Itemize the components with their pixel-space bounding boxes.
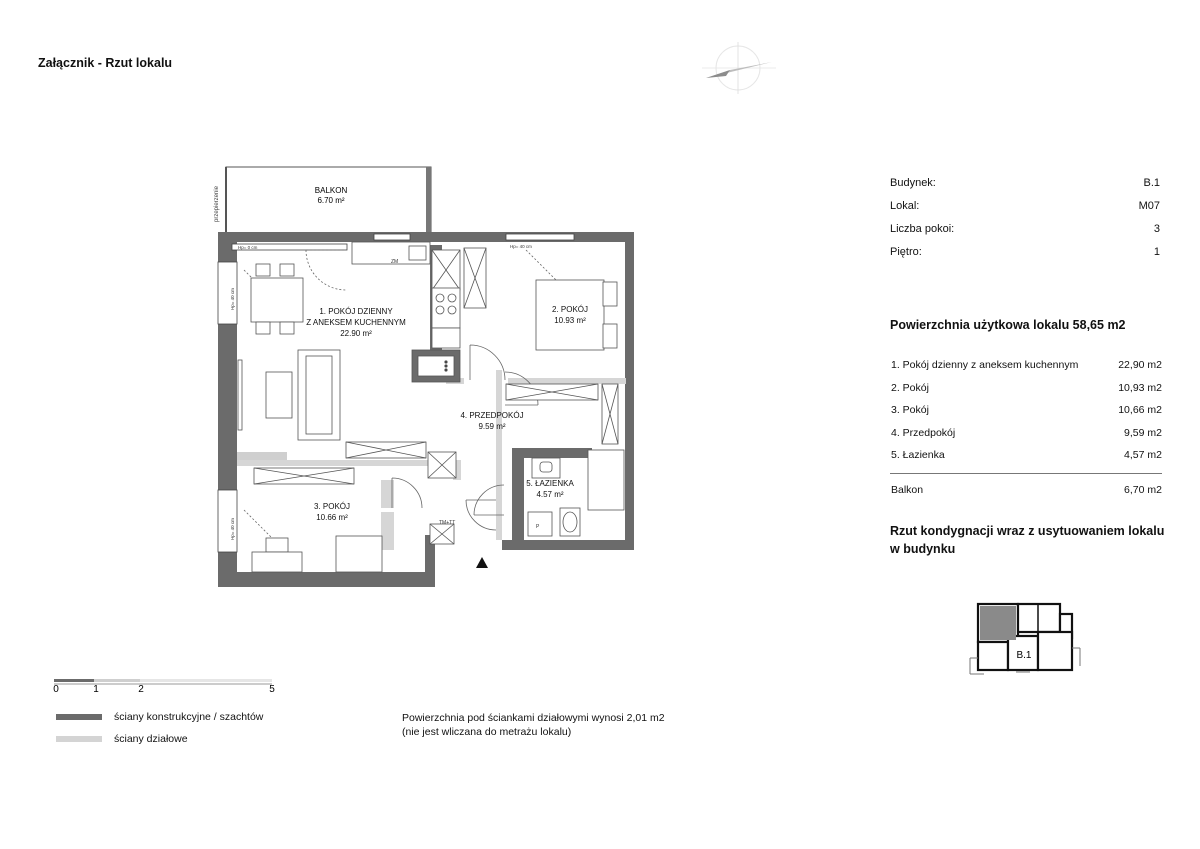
legend-label: ściany działowe xyxy=(114,733,188,745)
room-area-name: 4. Przedpokój xyxy=(891,426,956,439)
balcony-name: BALKON xyxy=(314,186,348,195)
balcony-area-name: Balkon xyxy=(891,483,924,496)
room-area-name: 1. Pokój dzienny z aneksem kuchennym xyxy=(891,359,1079,371)
info-value: 1 xyxy=(1153,246,1160,258)
scale-label: 2 xyxy=(138,684,144,695)
info-row-rooms xyxy=(890,218,1160,241)
dishwasher-label: ZM xyxy=(391,259,399,265)
room-1-name-line2: Z ANEKSEM KUCHENNYM xyxy=(306,318,406,327)
info-row-unit xyxy=(890,195,1160,218)
room-area-value: 10,93 m2 xyxy=(1118,381,1162,394)
usable-area-title: Powierzchnia użytkowa lokalu 58,65 m2 xyxy=(890,318,1126,332)
room-area-list xyxy=(890,354,1162,501)
washer-label: P xyxy=(536,524,540,530)
page-title: Załącznik - Rzut lokalu xyxy=(38,56,173,70)
info-label: Liczba pokoi: xyxy=(890,223,955,235)
room-1-name: 1. POKÓJ DZIENNY xyxy=(319,307,393,316)
building-key-plan xyxy=(966,592,1086,684)
room-area-row xyxy=(890,399,1162,422)
floor-plan xyxy=(196,160,646,600)
room-4-area: 9.59 m² xyxy=(478,422,506,431)
legend-swatch xyxy=(56,714,102,720)
room-area-row xyxy=(890,354,1162,377)
partition-label: przepierzenie xyxy=(214,185,220,222)
scale-label: 0 xyxy=(53,684,59,695)
unit-info xyxy=(890,172,1160,264)
scale-label: 5 xyxy=(269,684,275,695)
legend-item-partition xyxy=(56,728,263,750)
room-area-row xyxy=(890,444,1162,467)
living-furniture xyxy=(238,264,426,458)
room-area-name: 2. Pokój xyxy=(891,381,929,394)
room-2-name: 2. POKÓJ xyxy=(551,305,589,314)
info-value: M07 xyxy=(1138,200,1160,212)
room-5-name: 5. ŁAZIENKA xyxy=(526,479,574,488)
window-label: Hp= 40 cm xyxy=(230,288,235,310)
room-5-area: 4.57 m² xyxy=(536,490,564,499)
window-label: Hp= 0 cm xyxy=(238,245,258,250)
info-row-building xyxy=(890,172,1160,195)
balcony-area-value: 6,70 m2 xyxy=(1124,483,1162,496)
room-area-value: 22,90 m2 xyxy=(1118,359,1162,371)
room-4-name: 4. PRZEDPOKÓJ xyxy=(460,411,524,420)
entrance-arrow-icon xyxy=(476,557,488,568)
balcony-area: 6.70 m² xyxy=(317,196,345,205)
info-value: 3 xyxy=(1153,223,1160,235)
legend-label: ściany konstrukcyjne / szachtów xyxy=(114,711,264,723)
info-row-floor xyxy=(890,241,1160,264)
highlighted-unit xyxy=(980,606,1016,640)
scale-label: 1 xyxy=(93,684,99,695)
balcony xyxy=(226,167,431,237)
info-label: Budynek: xyxy=(890,177,936,189)
room-area-value: 4,57 m2 xyxy=(1124,449,1162,461)
room-3-name: 3. POKÓJ xyxy=(313,502,351,511)
partition-area-note xyxy=(402,711,665,739)
legend xyxy=(56,706,263,750)
north-arrow-icon xyxy=(700,40,778,96)
note-line: Powierzchnia pod ściankami działowymi wynosi 2,01 m2 xyxy=(402,712,665,724)
window-label: Hp= 40 cm xyxy=(230,518,235,540)
room-area-value: 9,59 m2 xyxy=(1124,426,1162,439)
balcony-area-row xyxy=(890,479,1162,502)
room-area-name: 3. Pokój xyxy=(891,404,929,416)
room-area-value: 10,66 m2 xyxy=(1118,404,1162,416)
info-value: B.1 xyxy=(1143,177,1160,189)
info-label: Piętro: xyxy=(890,246,922,258)
room-2-area: 10.93 m² xyxy=(554,316,586,325)
room-area-row xyxy=(890,422,1162,445)
key-plan-building-label: B.1 xyxy=(1016,650,1032,661)
legend-swatch xyxy=(56,736,102,742)
legend-item-structural xyxy=(56,706,263,728)
room-1-area: 22.90 m² xyxy=(340,329,372,338)
note-line: (nie jest wliczana do metrażu lokalu) xyxy=(402,726,572,738)
divider xyxy=(890,473,1162,474)
room-area-name: 5. Łazienka xyxy=(891,449,945,461)
scale-bar xyxy=(50,678,290,698)
window-label: Hp= 40 cm xyxy=(510,244,532,249)
room-3-area: 10.66 m² xyxy=(316,513,348,522)
floor-plan-title: Rzut kondygnacji wraz z usytuowaniem lokalu w budynku xyxy=(890,524,1165,556)
tm-tt-label: TM+TT xyxy=(439,520,456,526)
info-label: Lokal: xyxy=(890,200,920,212)
room-area-row xyxy=(890,377,1162,400)
